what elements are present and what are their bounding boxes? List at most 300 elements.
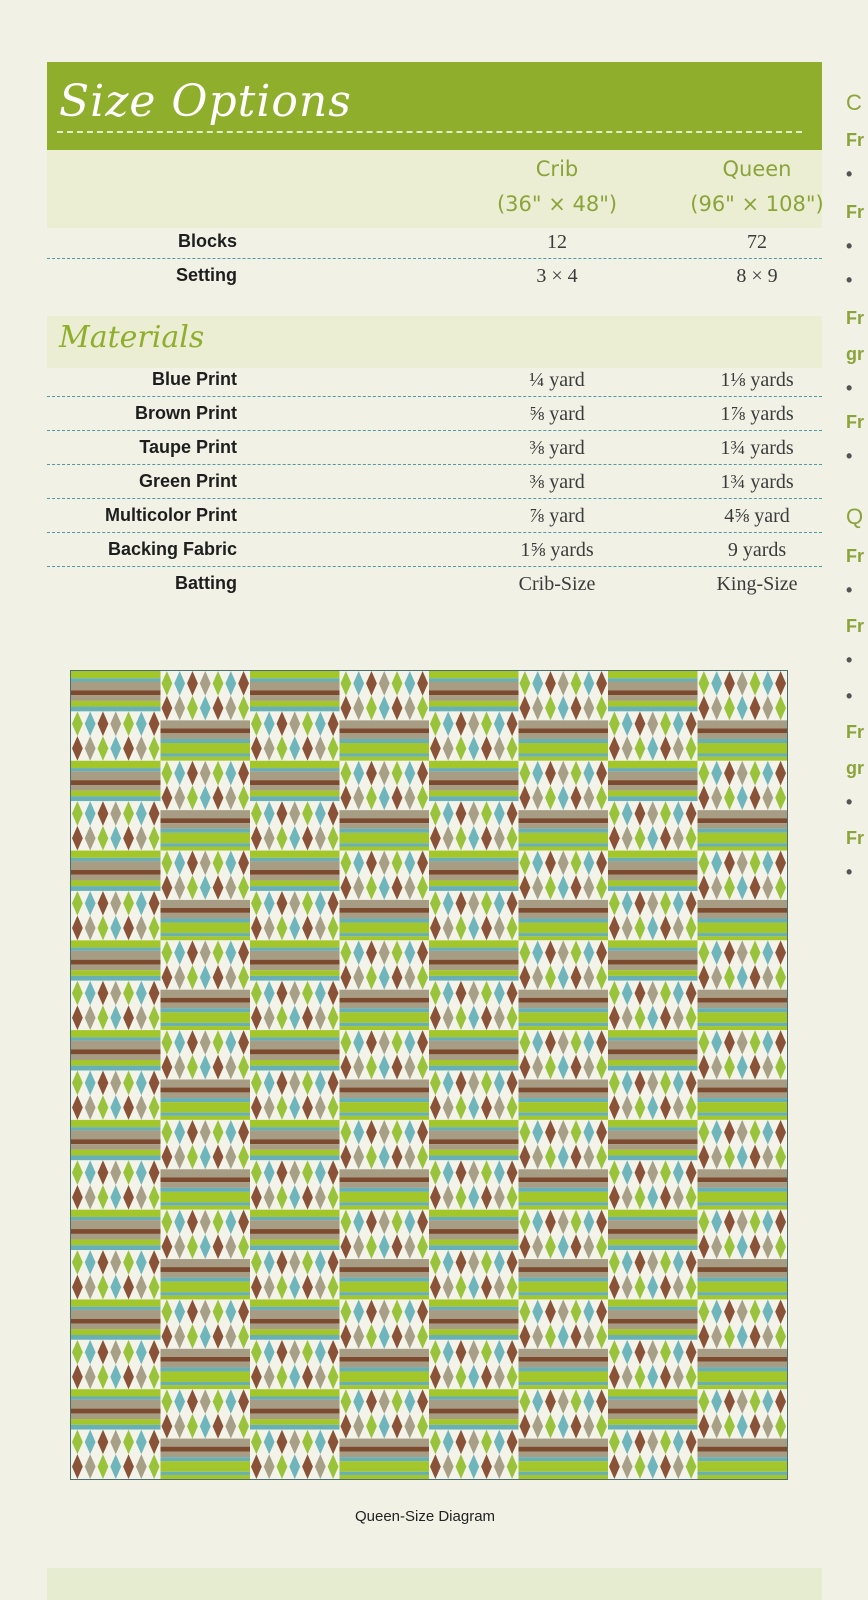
stripe (340, 1295, 430, 1299)
stripe (340, 1003, 430, 1009)
stripe (340, 733, 430, 739)
stripe (698, 1282, 788, 1293)
stripe (519, 1292, 609, 1295)
stripe (250, 1240, 340, 1246)
stripe (161, 1098, 251, 1102)
stripe (519, 1088, 609, 1093)
stripe (161, 1367, 251, 1371)
stripe (161, 1003, 251, 1009)
stripe (698, 990, 788, 998)
stripe (161, 1382, 251, 1385)
stripe (71, 1217, 161, 1220)
stripe (429, 880, 519, 886)
stripe (340, 1177, 430, 1182)
stripe (698, 1008, 788, 1012)
stripe (71, 1144, 161, 1150)
stripe (698, 754, 788, 757)
stripe (71, 1245, 161, 1250)
stripe (519, 1439, 609, 1447)
stripe (161, 1362, 251, 1368)
stripe (71, 1155, 161, 1160)
stripe (519, 1008, 609, 1012)
queen-value: 9 yards (727, 539, 787, 561)
stripe (161, 1292, 251, 1295)
stripe (429, 861, 519, 870)
stripe (429, 1054, 519, 1060)
stripe (698, 739, 788, 743)
stripe (161, 847, 251, 851)
stripe (608, 940, 698, 947)
stripe (429, 1409, 519, 1414)
stripe (429, 1120, 519, 1127)
stripe (161, 810, 251, 818)
size-row-blocks (47, 224, 822, 259)
stripe (698, 908, 788, 913)
stripe (608, 771, 698, 780)
stripe (429, 1335, 519, 1340)
stripe (161, 1267, 251, 1272)
stripe (340, 1461, 430, 1472)
stripe (250, 861, 340, 870)
stripe (608, 1155, 698, 1160)
stripe (161, 1177, 251, 1182)
stripe (519, 1092, 609, 1098)
stripe (429, 1229, 519, 1234)
stripe (250, 701, 340, 707)
stripe (71, 861, 161, 870)
stripe (161, 733, 251, 739)
stripe (698, 1267, 788, 1272)
stripe (250, 695, 340, 701)
stripe (519, 1295, 609, 1299)
stripe (519, 1192, 609, 1203)
stripe (340, 1475, 430, 1479)
stripe (161, 1472, 251, 1475)
side-fragment: • (846, 580, 853, 600)
material-row-blue (47, 362, 822, 397)
stripe (161, 843, 251, 846)
stripe (340, 1102, 430, 1113)
stripe (519, 833, 609, 844)
stripe (161, 998, 251, 1003)
stripe (519, 733, 609, 739)
stripe (161, 990, 251, 998)
stripe (519, 1026, 609, 1030)
stripe (608, 1127, 698, 1130)
stripe (519, 1206, 609, 1210)
stripe (340, 1182, 430, 1188)
stripe (71, 1041, 161, 1050)
stripe (71, 768, 161, 771)
stripe (250, 1139, 340, 1144)
stripe (429, 1307, 519, 1310)
stripe (429, 1217, 519, 1220)
stripe (608, 695, 698, 701)
stripe (698, 1003, 788, 1009)
stripe (698, 1295, 788, 1299)
stripe (608, 1425, 698, 1430)
side-fragment: • (846, 792, 853, 812)
stripe (608, 1409, 698, 1414)
stripe (161, 1439, 251, 1447)
stripe (71, 851, 161, 858)
stripe (250, 976, 340, 981)
row-label: Taupe Print (139, 437, 237, 457)
side-fragment: Fr (846, 130, 864, 150)
stripe (698, 1461, 788, 1472)
stripe (71, 1060, 161, 1066)
stripe (250, 1419, 340, 1425)
stripe (608, 970, 698, 976)
stripe (519, 1259, 609, 1267)
stripe (250, 951, 340, 960)
stripe (340, 720, 430, 728)
side-fragment: C (846, 90, 862, 115)
stripe (608, 948, 698, 951)
row-label: Multicolor Print (105, 505, 237, 525)
queen-value: 4⅝ yard (724, 505, 790, 527)
stripe (161, 739, 251, 743)
row-label: Brown Print (135, 403, 237, 423)
queen-value: 8 × 9 (736, 265, 778, 287)
stripe (608, 1139, 698, 1144)
stripe (161, 1371, 251, 1382)
stripe (250, 1245, 340, 1250)
stripe (519, 847, 609, 851)
queen-value: 1⅛ yards (720, 369, 794, 391)
stripe (519, 933, 609, 936)
stripe (519, 720, 609, 728)
header-dashed-rule (57, 131, 802, 133)
material-row-multicolor (47, 498, 822, 533)
stripe (608, 870, 698, 875)
stripe (519, 739, 609, 743)
stripe (250, 1050, 340, 1055)
stripe (161, 1012, 251, 1023)
side-fragment: • (846, 270, 853, 290)
stripe (429, 690, 519, 695)
stripe (71, 1413, 161, 1419)
side-fragment: • (846, 446, 853, 466)
queen-value: 1⅞ yards (720, 403, 794, 425)
queen-value: King-Size (716, 573, 798, 595)
stripe (71, 1150, 161, 1156)
stripe (161, 823, 251, 829)
stripe (161, 1026, 251, 1030)
side-fragment: • (846, 236, 853, 256)
stripe (250, 761, 340, 768)
stripe (340, 818, 430, 823)
stripe (250, 1400, 340, 1409)
stripe (340, 1079, 430, 1087)
stripe (608, 1234, 698, 1240)
stripe (250, 1413, 340, 1419)
stripe (608, 1120, 698, 1127)
stripe (71, 960, 161, 965)
stripe (71, 791, 161, 797)
stripe (340, 1357, 430, 1362)
stripe (71, 1127, 161, 1130)
stripe (519, 1357, 609, 1362)
stripe (698, 1169, 788, 1177)
stripe (71, 1210, 161, 1217)
row-label: Green Print (138, 471, 237, 491)
stripe (608, 851, 698, 858)
stripe (161, 1188, 251, 1192)
stripe (698, 1272, 788, 1278)
stripe (429, 1144, 519, 1150)
stripe (429, 1041, 519, 1050)
stripe (698, 1026, 788, 1030)
stripe (71, 1054, 161, 1060)
stripe (340, 1439, 430, 1447)
stripe (608, 1150, 698, 1156)
stripe (340, 1385, 430, 1389)
stripe (161, 1206, 251, 1210)
stripe (608, 707, 698, 712)
stripe (698, 936, 788, 940)
stripe (698, 833, 788, 844)
stripe (340, 843, 430, 846)
stripe (429, 1400, 519, 1409)
stripe (698, 1188, 788, 1192)
stripe (71, 1409, 161, 1414)
stripe (519, 1003, 609, 1009)
stripe (340, 1452, 430, 1458)
stripe (519, 728, 609, 733)
stripe (250, 886, 340, 891)
stripe (250, 1130, 340, 1139)
materials-title: Materials (59, 320, 205, 355)
stripe (608, 682, 698, 691)
stripe (519, 923, 609, 934)
stripe (340, 1371, 430, 1382)
stripe (340, 900, 430, 908)
stripe (71, 785, 161, 791)
stripe (698, 743, 788, 754)
stripe (698, 818, 788, 823)
stripe (340, 1272, 430, 1278)
stripe (250, 1396, 340, 1399)
stripe (519, 1202, 609, 1205)
stripe (519, 843, 609, 846)
crib-value: ⅞ yard (529, 505, 585, 527)
stripe (340, 1349, 430, 1357)
stripe (608, 1050, 698, 1055)
stripe (698, 1292, 788, 1295)
side-fragment: • (846, 862, 853, 882)
stripe (71, 1389, 161, 1396)
stripe (340, 1188, 430, 1192)
stripe (519, 1012, 609, 1023)
crib-value: 12 (547, 231, 567, 253)
stripe (71, 678, 161, 681)
stripe (608, 671, 698, 678)
stripe (698, 728, 788, 733)
stripe (71, 951, 161, 960)
stripe (608, 875, 698, 881)
stripe (429, 965, 519, 971)
stripe (340, 823, 430, 829)
stripe (250, 1307, 340, 1310)
stripe (608, 1060, 698, 1066)
stripe (519, 754, 609, 757)
stripe (608, 690, 698, 695)
stripe (429, 851, 519, 858)
stripe (250, 948, 340, 951)
stripe (429, 1150, 519, 1156)
stripe (698, 1192, 788, 1203)
side-fragment: Fr (846, 412, 864, 432)
stripe (698, 1457, 788, 1461)
stripe (71, 875, 161, 881)
stripe (608, 1144, 698, 1150)
stripe (519, 1023, 609, 1026)
stripe (161, 1475, 251, 1479)
stripe (698, 1357, 788, 1362)
stripe (698, 1116, 788, 1120)
stripe (71, 695, 161, 701)
stripe (608, 785, 698, 791)
stripe (698, 823, 788, 829)
stripe (250, 1144, 340, 1150)
stripe (71, 1307, 161, 1310)
stripe (161, 1116, 251, 1120)
stripe (250, 707, 340, 712)
stripe (519, 913, 609, 919)
stripe (161, 923, 251, 934)
stripe (698, 1367, 788, 1371)
stripe (429, 858, 519, 861)
stripe (250, 1120, 340, 1127)
crib-value: ⅜ yard (529, 471, 585, 493)
stripe (608, 976, 698, 981)
stripe (250, 1310, 340, 1319)
stripe (71, 870, 161, 875)
stripe (250, 1229, 340, 1234)
stripe (161, 1461, 251, 1472)
stripe (608, 791, 698, 797)
stripe (698, 1259, 788, 1267)
stripe (698, 1102, 788, 1113)
stripe (71, 682, 161, 691)
stripe (608, 886, 698, 891)
stripe (608, 1240, 698, 1246)
stripe (519, 1371, 609, 1382)
stripe (429, 761, 519, 768)
row-label: Batting (175, 573, 237, 593)
stripe (250, 1220, 340, 1229)
stripe (429, 1419, 519, 1425)
stripe (698, 1447, 788, 1452)
stripe (340, 1192, 430, 1203)
row-label: Backing Fabric (107, 539, 237, 559)
side-fragment: Q (846, 504, 864, 529)
stripe (161, 1295, 251, 1299)
stripe (71, 1425, 161, 1430)
stripe (71, 1120, 161, 1127)
stripe (429, 796, 519, 801)
stripe (250, 671, 340, 678)
stripe (608, 1396, 698, 1399)
material-row-taupe (47, 430, 822, 465)
stripe (519, 1472, 609, 1475)
stripe (161, 1092, 251, 1098)
stripe (519, 1267, 609, 1272)
stripe (519, 823, 609, 829)
stripe (698, 1452, 788, 1458)
stripe (71, 690, 161, 695)
stripe (340, 829, 430, 833)
stripe (698, 1012, 788, 1023)
stripe (161, 919, 251, 923)
stripe (429, 1139, 519, 1144)
column-queen-header (657, 152, 857, 222)
stripe (250, 858, 340, 861)
stripe (161, 1278, 251, 1282)
stripe (161, 1452, 251, 1458)
stripe (340, 1092, 430, 1098)
stripe (250, 682, 340, 691)
stripe (340, 739, 430, 743)
stripe (429, 1425, 519, 1430)
stripe (250, 870, 340, 875)
queen-value: 1¾ yards (720, 437, 794, 459)
stripe (340, 1023, 430, 1026)
stripe (698, 923, 788, 934)
quilt-svg (71, 671, 787, 1479)
stripe (161, 1202, 251, 1205)
stripe (608, 1245, 698, 1250)
stripe (71, 1299, 161, 1306)
stripe (519, 936, 609, 940)
stripe (340, 1202, 430, 1205)
stripe (340, 847, 430, 851)
stripe (608, 1389, 698, 1396)
stripe (698, 843, 788, 846)
stripe (698, 1371, 788, 1382)
stripe (429, 951, 519, 960)
stripe (698, 720, 788, 728)
side-fragment: • (846, 650, 853, 670)
stripe (250, 678, 340, 681)
stripe (250, 1060, 340, 1066)
stripe (161, 933, 251, 936)
stripe (429, 940, 519, 947)
stripe (161, 1447, 251, 1452)
stripe (429, 948, 519, 951)
stripe (519, 1367, 609, 1371)
stripe (698, 1098, 788, 1102)
stripe (161, 936, 251, 940)
stripe (429, 1310, 519, 1319)
stripe (429, 1210, 519, 1217)
stripe (161, 833, 251, 844)
stripe (608, 678, 698, 681)
side-fragment: gr (846, 344, 864, 364)
stripe (429, 960, 519, 965)
stripe (429, 671, 519, 678)
stripe (429, 1234, 519, 1240)
stripe (71, 1037, 161, 1040)
crib-value: ⅜ yard (529, 437, 585, 459)
stripe (519, 1102, 609, 1113)
stripe (250, 880, 340, 886)
stripe (161, 1079, 251, 1087)
stripe (161, 913, 251, 919)
stripe (340, 1447, 430, 1452)
stripe (71, 1400, 161, 1409)
